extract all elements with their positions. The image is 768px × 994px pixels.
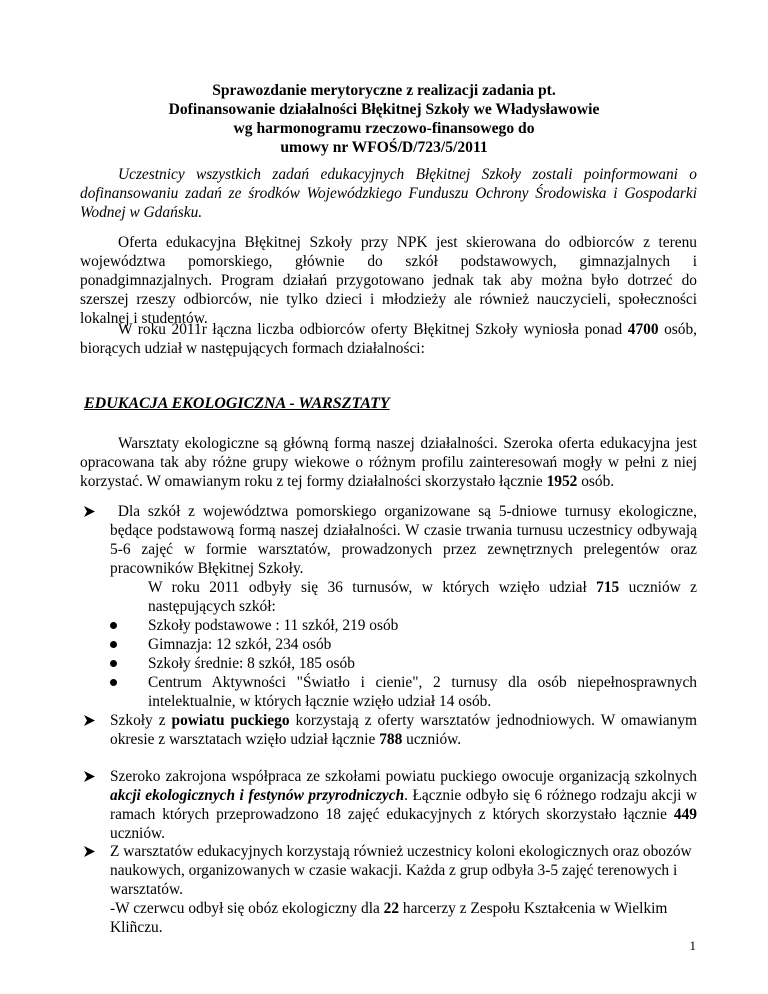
camp-line <box>110 899 697 937</box>
item3-number: 449 <box>673 806 697 823</box>
item3-text <box>110 767 697 843</box>
list-item <box>110 616 697 635</box>
workshops-text-before: Warsztaty ekologiczne są główną formą naszej działalności. Szeroka oferta edukacyjna jest opracowana tak aby różne grupy wiekowe o różnym profilu zainteresowań mogły w pełni z niej korzystać. W omawianym roku z tej formy działalności skorzystało łącznie <box>80 435 697 490</box>
recipients-text-before: W roku 2011r łączna liczba odbiorców oferty Błękitnej Szkoły wyniosła ponad <box>118 321 628 338</box>
title-line-2: Dofinansowanie działalności Błękitnej Szkoły we Władysławowie <box>168 101 600 118</box>
item2-number: 788 <box>379 731 403 748</box>
item1-text <box>110 502 697 578</box>
schools-list <box>110 616 697 711</box>
turnus-text-after: uczniów z następujących szkół: <box>148 579 697 615</box>
camp-after: harcerzy z Zespołu Kształcenia w Wielkim Kliñczu. <box>110 900 668 936</box>
school-item-3: Szkoły średnie: 8 szkół, 185 osób <box>148 655 355 672</box>
page-number: 1 <box>689 938 696 953</box>
school-item-1: Szkoły podstawowe : 11 szkół, 219 osób <box>148 617 399 634</box>
item2-middle: korzystają z oferty warsztatów jednodniowych. W omawianym okresie z warsztatach wzięło udział łącznie <box>110 712 697 748</box>
section-heading: EDUKACJA EKOLOGICZNA - WARSZTATY <box>84 395 390 412</box>
turnus-number: 715 <box>596 579 620 596</box>
item1-content: Dla szkół z województwa pomorskiego organizowane są 5-dniowe turnusy ekologiczne, będące podstawową formą naszej działalności. W czasie trwania turnusu uczestnicy odbywają 5-6 zajęć w formie warsztatów, prowadzonych przez zewnętrznych prelegentów oraz pracowników Błękitnej Szkoły. <box>110 503 697 577</box>
arrow-bullet-icon <box>80 842 100 861</box>
list-item <box>80 502 697 578</box>
recipients-text-after: osób, biorących udział w następujących formach działalności: <box>80 321 697 357</box>
item3-before: Szeroko zakrojona współpraca ze szkołami powiatu puckiego owocuje organizacją szkolnych <box>110 768 697 785</box>
list-item <box>110 635 697 654</box>
list-item <box>80 767 697 843</box>
bullet-dot-icon <box>110 679 117 686</box>
list-item <box>110 654 697 673</box>
arrow-bullet-icon <box>80 767 100 786</box>
recipients-paragraph <box>80 320 697 358</box>
camp-before: -W czerwcu odbył się obóz ekologiczny dla <box>110 900 384 917</box>
workshops-paragraph <box>80 434 697 491</box>
document-title <box>0 81 768 157</box>
list-item <box>110 673 697 711</box>
list-item <box>80 711 697 749</box>
school-item-4: Centrum Aktywności "Światło i cienie", 2 turnusy dla osób niepełnosprawnych intelektualnie, w których łącznie wzięło udział 14 osób. <box>148 674 697 710</box>
recipients-number: 4700 <box>627 321 659 338</box>
school-item-2: Gimnazja: 12 szkół, 234 osób <box>148 636 332 653</box>
item4-content: Z warsztatów edukacyjnych korzystają również uczestnicy koloni ekologicznych oraz obozów naukowych, organizowanych w czasie wakacji. Każda z grup odbyła 3-5 zajęć terenowych i warsztatów. <box>110 843 692 898</box>
item2-after: uczniów. <box>402 731 462 748</box>
title-line-3: wg harmonogramu rzeczowo-finansowego do <box>233 120 535 137</box>
turnus-text-before: W roku 2011 odbyły się 36 turnusów, w których wzięło udział <box>148 579 597 596</box>
bullet-dot-icon <box>110 641 117 648</box>
title-line-1: Sprawozdanie merytoryczne z realizacji zadania pt. <box>212 82 556 99</box>
turnus-paragraph <box>148 578 697 616</box>
intro-paragraph: Uczestnicy wszystkich zadań edukacyjnych Błękitnej Szkoły zostali poinformowani o dofinansowaniu zadań ze środków Wojewódzkiego Funduszu Ochrony Środowiska i Gospodarki Wodnej w Gdańsku. <box>80 166 697 221</box>
title-line-4: umowy nr WFOŚ/D/723/5/2011 <box>280 139 488 156</box>
camp-number: 22 <box>383 900 400 917</box>
item4-text <box>110 842 697 937</box>
arrow-bullet-icon <box>80 502 100 521</box>
item2-before: Szkoły z <box>110 712 172 729</box>
list-item <box>80 842 697 937</box>
item3-middle: . Łącznie odbyło się 6 różnego rodzaju akcji w ramach których przeprowadzono 18 zajęć edukacyjnych z których skorzystało łącznie <box>110 787 697 823</box>
item2-text <box>110 711 697 749</box>
bullet-dot-icon <box>110 622 117 629</box>
workshops-text-after: osób. <box>577 473 615 490</box>
offer-paragraph: Oferta edukacyjna Błękitnej Szkoły przy NPK jest skierowana do odbiorców z terenu województwa pomorskiego, głównie do szkół podstawowych, gimnazjalnych i ponadgimnazjalnych. Program działań przygotowano jednak tak aby można było dotrzeć do szerszej rzeszy odbiorców, nie tylko dzieci i młodzieży ale również nauczycieli, społeczności lokalnej i studentów. <box>80 234 697 327</box>
workshops-number: 1952 <box>546 473 578 490</box>
item3-bold-italic: akcji ekologicznych i festynów przyrodniczych <box>110 787 405 804</box>
arrow-bullet-icon <box>80 711 100 730</box>
item3-after: uczniów. <box>110 825 165 842</box>
item2-bold: powiatu puckiego <box>171 712 290 729</box>
bullet-dot-icon <box>110 660 117 667</box>
